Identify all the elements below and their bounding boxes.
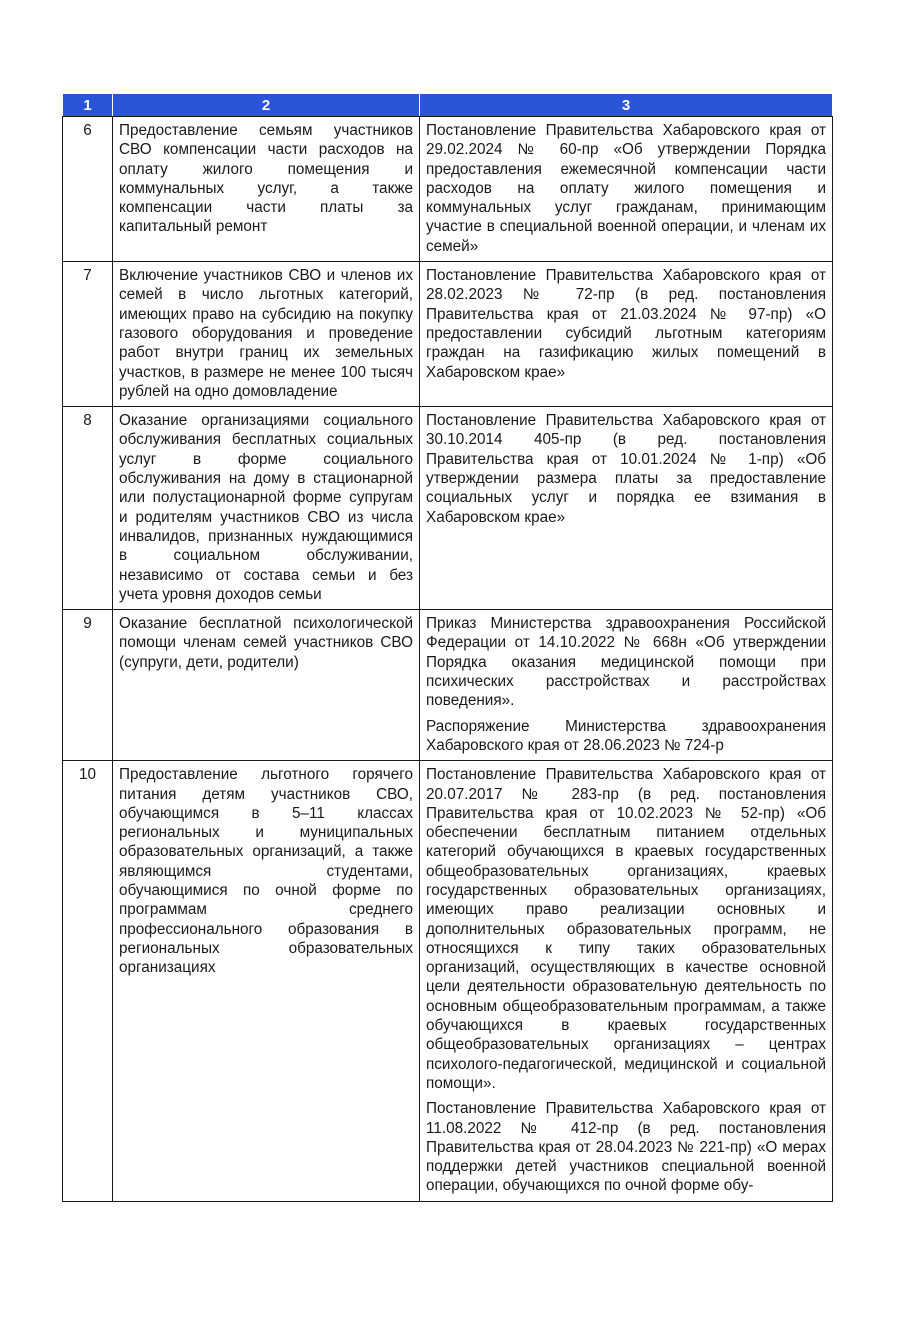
- acts-cell: [420, 262, 833, 407]
- acts-cell: [420, 610, 833, 761]
- header-col-3: 3: [420, 94, 833, 117]
- row-number: 9: [63, 610, 113, 761]
- act-text: Постановление Правительства Хабаровского края от 30.10.2014 405-пр (в ред. постановления Правительства края от 10.01.2024 № 1-пр) «Об утверждении размера платы за предоставление социальных услуг и порядка ее взимания в Хабаровском крае»: [426, 412, 826, 526]
- table-row: [63, 761, 833, 1202]
- table-row: [63, 262, 833, 407]
- measure-text: Предоставление семьям участников СВО компенсации части расходов на оплату жилого помещения и коммунальных услуг, а также компенсации части платы за капитальный ремонт: [119, 122, 413, 236]
- acts-cell: [420, 407, 833, 610]
- act-text: Распоряжение Министерства здравоохранения Хабаровского края от 28.06.2023 № 724-р: [426, 717, 826, 754]
- row-number: 6: [63, 117, 113, 262]
- table-row: [63, 610, 833, 761]
- row-number: 7: [63, 262, 113, 407]
- measure-text: Оказание организациями социального обслуживания бесплатных социальных услуг в форме социального обслуживания на дому в стационарной или полустационарной форме супругам и родителям участников СВО из числа инвалидов, признанных нуждающимися в социальном обслуживании, независимо от состава семьи и без учета уровня доходов семьи: [119, 412, 413, 603]
- act-text: Приказ Министерства здравоохранения Российской Федерации от 14.10.2022 № 668н «Об утверждении Порядка оказания медицинской помощи при психических расстройствах и расстройствах поведения».: [426, 615, 826, 710]
- act-text: Постановление Правительства Хабаровского края от 11.08.2022 № 412-пр (в ред. постановления Правительства края от 28.04.2023 № 221-пр) «О мерах поддержки детей участников специальной военной операции, обучающихся по очной форме обу-: [426, 1100, 826, 1195]
- header-col-1: 1: [63, 94, 113, 117]
- act-text: Постановление Правительства Хабаровского края от 28.02.2023 № 72-пр (в ред. постановления Правительства края от 21.03.2024 № 97-пр) «О предоставлении субсидий льготным категориям граждан на газификацию жилых помещений в Хабаровском крае»: [426, 267, 826, 381]
- measure-cell: [113, 262, 420, 407]
- acts-cell: [420, 117, 833, 262]
- act-text: Постановление Правительства Хабаровского края от 20.07.2017 № 283-пр (в ред. постановления Правительства края от 10.02.2023 № 52-пр) «Об обеспечении бесплатным питанием отдельных категорий обучающихся в краевых государственных общеобразовательных организациях, краевых государственных образовательных организациях, имеющих право реализации основных и дополнительных образовательных программ, не относящихся к типу таких образовательных организаций, осуществляющих в качестве основной цели деятельности образовательную деятельность по основным общеобразовательным программам, а также обучающихся в краевых государственных общеобразовательных организациях – центрах психолого-педагогической, медицинской и социальной помощи».: [426, 766, 826, 1092]
- measure-cell: [113, 761, 420, 1202]
- support-measures-table: [62, 93, 833, 1202]
- measure-text: Оказание бесплатной психологической помощи членам семей участников СВО (супруги, дети, родители): [119, 615, 413, 671]
- measure-text: Предоставление льготного горячего питания детям участников СВО, обучающимся в 5–11 классах региональных и муниципальных образовательных организаций, а также являющимся студентами, обучающимися по очной форме по программам среднего профессионального образования в региональных образовательных организациях: [119, 766, 413, 977]
- acts-cell: [420, 761, 833, 1202]
- header-col-2: 2: [113, 94, 420, 117]
- measure-cell: [113, 610, 420, 761]
- table-row: [63, 407, 833, 610]
- table-header-row: [63, 94, 833, 117]
- measure-cell: [113, 117, 420, 262]
- table-row: [63, 117, 833, 262]
- measure-text: Включение участников СВО и членов их семей в число льготных категорий, имеющих право на субсидию на покупку газового оборудования и проведение работ внутри границ их земельных участков, в размере не менее 100 тысяч рублей на одно домовладение: [119, 267, 413, 400]
- row-number: 8: [63, 407, 113, 610]
- row-number: 10: [63, 761, 113, 1202]
- act-text: Постановление Правительства Хабаровского края от 29.02.2024 № 60-пр «Об утверждении Порядка предоставления ежемесячной компенсации части расходов на оплату жилого помещения и коммунальных услуг гражданам, принимающим участие в специальной военной операции, и членам их семей»: [426, 122, 826, 255]
- measure-cell: [113, 407, 420, 610]
